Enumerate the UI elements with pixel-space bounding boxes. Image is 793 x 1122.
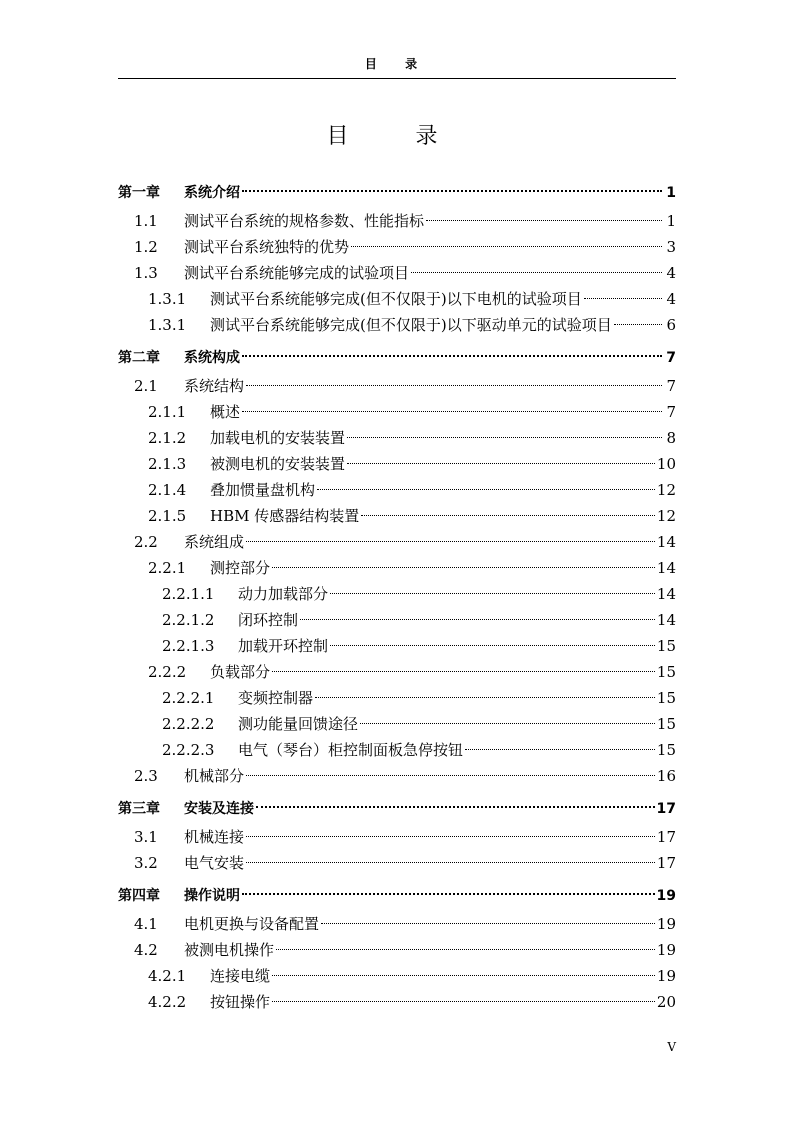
toc-entry-number: 2.2.2.2 — [162, 715, 215, 733]
table-of-contents — [118, 179, 676, 1015]
toc-dot-leader — [276, 949, 655, 950]
toc-entry-page: 17 — [656, 801, 676, 817]
toc-entry-page: 12 — [656, 507, 676, 525]
toc-chapter-entry[interactable] — [118, 795, 676, 824]
toc-chapter-entry[interactable] — [118, 179, 676, 208]
toc-dot-leader — [351, 246, 662, 247]
toc-entry-page: 6 — [666, 316, 676, 334]
toc-entry-page: 17 — [656, 828, 676, 846]
toc-entry-number: 2.2 — [134, 533, 158, 551]
toc-entry[interactable] — [118, 633, 676, 659]
toc-entry-page: 15 — [656, 663, 676, 681]
toc-entry-title: 测功能量回馈途径 — [238, 715, 359, 733]
toc-entry-number: 2.2.2 — [148, 663, 187, 681]
toc-entry-number: 2.2.1.2 — [162, 611, 215, 629]
toc-entry-number: 1.1 — [134, 212, 158, 230]
toc-entry-number: 1.2 — [134, 238, 158, 256]
toc-entry-page: 15 — [656, 715, 676, 733]
toc-entry-title: 叠加惯量盘机构 — [210, 481, 316, 499]
toc-entry[interactable] — [118, 937, 676, 963]
toc-entry-title: 系统结构 — [184, 377, 245, 395]
toc-dot-leader — [272, 975, 655, 976]
toc-entry[interactable] — [118, 555, 676, 581]
toc-entry[interactable] — [118, 529, 676, 555]
toc-entry-title: 电气（琴台）柜控制面板急停按钮 — [238, 741, 464, 759]
toc-entry-number: 4.2 — [134, 941, 158, 959]
toc-entry-number: 第一章 — [118, 185, 160, 201]
toc-dot-leader — [246, 836, 655, 837]
toc-entry-title: 按钮操作 — [210, 993, 271, 1011]
toc-entry-number: 2.2.2.1 — [162, 689, 215, 707]
toc-entry[interactable] — [118, 737, 676, 763]
toc-entry-title: 被测电机操作 — [184, 941, 275, 959]
toc-dot-leader — [321, 923, 655, 924]
toc-entry-page: 14 — [656, 559, 676, 577]
toc-entry[interactable] — [118, 312, 676, 338]
toc-entry-page: 19 — [656, 915, 676, 933]
toc-dot-leader — [584, 298, 662, 299]
toc-entry-page: 8 — [666, 429, 676, 447]
toc-entry-number: 2.1 — [134, 377, 158, 395]
toc-entry-page: 7 — [666, 403, 676, 421]
toc-entry-page: 4 — [666, 290, 676, 308]
toc-entry-page: 15 — [656, 741, 676, 759]
toc-entry-title: 系统组成 — [184, 533, 245, 551]
toc-entry-title: 测试平台系统能够完成(但不仅限于)以下电机的试验项目 — [210, 290, 582, 308]
toc-dot-leader — [411, 272, 662, 273]
toc-entry-title: 机械部分 — [184, 767, 245, 785]
toc-dot-leader — [242, 411, 662, 412]
toc-entry-page: 14 — [656, 585, 676, 603]
toc-entry-title: 动力加载部分 — [238, 585, 329, 603]
toc-entry-number: 3.1 — [134, 828, 158, 846]
toc-entry-number: 4.2.1 — [148, 967, 187, 985]
toc-dot-leader — [347, 437, 662, 438]
toc-entry-title: 电机更换与设备配置 — [184, 915, 320, 933]
toc-entry-number: 2.2.2.3 — [162, 741, 215, 759]
toc-entry[interactable] — [118, 373, 676, 399]
toc-entry-number: 2.2.1 — [148, 559, 187, 577]
toc-entry-page: 14 — [656, 533, 676, 551]
toc-entry-title: 安装及连接 — [184, 801, 254, 817]
toc-entry[interactable] — [118, 581, 676, 607]
toc-entry[interactable] — [118, 399, 676, 425]
toc-entry-title: 闭环控制 — [238, 611, 299, 629]
toc-dot-leader — [315, 697, 655, 698]
toc-entry-page: 19 — [656, 967, 676, 985]
toc-dot-leader — [242, 190, 662, 192]
toc-dot-leader — [246, 385, 662, 386]
toc-entry-title: 测试平台系统能够完成的试验项目 — [184, 264, 410, 282]
toc-entry-title: 机械连接 — [184, 828, 245, 846]
toc-entry-title: 测控部分 — [210, 559, 271, 577]
toc-entry-number: 2.1.5 — [148, 507, 187, 525]
toc-dot-leader — [272, 567, 655, 568]
toc-entry[interactable] — [118, 711, 676, 737]
toc-entry-page: 7 — [666, 377, 676, 395]
toc-entry-title: 负载部分 — [210, 663, 271, 681]
toc-entry-page: 3 — [666, 238, 676, 256]
toc-entry-page: 7 — [666, 350, 676, 366]
toc-dot-leader — [614, 324, 662, 325]
toc-entry-number: 1.3 — [134, 264, 158, 282]
toc-dot-leader — [300, 619, 655, 620]
toc-dot-leader — [360, 723, 655, 724]
toc-chapter-entry[interactable] — [118, 882, 676, 911]
toc-entry-number: 2.1.3 — [148, 455, 187, 473]
toc-entry[interactable] — [118, 208, 676, 234]
footer-page-number: V — [667, 1040, 676, 1054]
toc-entry[interactable] — [118, 659, 676, 685]
toc-chapter-entry[interactable] — [118, 344, 676, 373]
toc-entry-number: 3.2 — [134, 854, 158, 872]
toc-entry-title: 测试平台系统独特的优势 — [184, 238, 350, 256]
toc-entry-page: 19 — [656, 888, 676, 904]
toc-entry-title: 概述 — [210, 403, 241, 421]
toc-dot-leader — [246, 541, 655, 542]
toc-entry-page: 15 — [656, 637, 676, 655]
toc-entry-number: 4.1 — [134, 915, 158, 933]
toc-dot-leader — [330, 593, 655, 594]
toc-entry-page: 1 — [666, 185, 676, 201]
toc-entry-title: 连接电缆 — [210, 967, 271, 985]
toc-entry[interactable] — [118, 286, 676, 312]
toc-entry-number: 第四章 — [118, 888, 160, 904]
toc-entry-page: 4 — [666, 264, 676, 282]
toc-dot-leader — [317, 489, 655, 490]
toc-entry-page: 19 — [656, 941, 676, 959]
toc-entry-page: 1 — [666, 212, 676, 230]
toc-entry[interactable] — [118, 477, 676, 503]
toc-entry-title: 测试平台系统的规格参数、性能指标 — [184, 212, 425, 230]
toc-entry[interactable] — [118, 451, 676, 477]
toc-entry-number: 4.2.2 — [148, 993, 187, 1011]
toc-entry[interactable] — [118, 234, 676, 260]
toc-entry[interactable] — [118, 685, 676, 711]
toc-entry-number: 第二章 — [118, 350, 160, 366]
toc-entry-number: 2.1.1 — [148, 403, 187, 421]
toc-entry-number: 第三章 — [118, 801, 160, 817]
toc-entry[interactable] — [118, 425, 676, 451]
toc-entry[interactable] — [118, 963, 676, 989]
running-header: 目 录 — [118, 56, 676, 79]
toc-entry-title: 变频控制器 — [238, 689, 314, 707]
toc-entry-number: 1.3.1 — [148, 290, 187, 308]
toc-entry[interactable] — [118, 911, 676, 937]
toc-entry-number: 2.1.2 — [148, 429, 187, 447]
toc-entry-title: 电气安装 — [184, 854, 245, 872]
toc-dot-leader — [426, 220, 662, 221]
toc-entry-number: 2.2.1.1 — [162, 585, 215, 603]
toc-entry-number: 2.2.1.3 — [162, 637, 215, 655]
toc-entry[interactable] — [118, 989, 676, 1015]
toc-entry-page: 17 — [656, 854, 676, 872]
toc-entry-title: 加载电机的安装装置 — [210, 429, 346, 447]
toc-dot-leader — [465, 749, 655, 750]
toc-dot-leader — [272, 1001, 655, 1002]
toc-entry-page: 14 — [656, 611, 676, 629]
toc-entry[interactable] — [118, 824, 676, 850]
toc-entry-number: 1.3.1 — [148, 316, 187, 334]
toc-entry-number: 2.1.4 — [148, 481, 187, 499]
toc-dot-leader — [330, 645, 655, 646]
toc-dot-leader — [272, 671, 655, 672]
toc-entry-page: 16 — [656, 767, 676, 785]
toc-entry-page: 20 — [656, 993, 676, 1011]
toc-entry-title: HBM 传感器结构装置 — [210, 507, 360, 525]
toc-entry-page: 12 — [656, 481, 676, 499]
toc-dot-leader — [361, 515, 655, 516]
toc-entry[interactable] — [118, 260, 676, 286]
toc-dot-leader — [246, 775, 655, 776]
toc-entry[interactable] — [118, 607, 676, 633]
toc-dot-leader — [246, 862, 655, 863]
toc-entry[interactable] — [118, 503, 676, 529]
page-title: 目 录 — [326, 124, 468, 149]
toc-entry[interactable] — [118, 763, 676, 789]
toc-entry[interactable] — [118, 850, 676, 876]
toc-dot-leader — [242, 893, 655, 895]
toc-dot-leader — [256, 806, 655, 808]
toc-entry-title: 系统介绍 — [184, 185, 240, 201]
toc-entry-title: 系统构成 — [184, 350, 240, 366]
toc-entry-page: 10 — [656, 455, 676, 473]
toc-entry-title: 被测电机的安装装置 — [210, 455, 346, 473]
toc-entry-number: 2.3 — [134, 767, 158, 785]
toc-entry-title: 测试平台系统能够完成(但不仅限于)以下驱动单元的试验项目 — [210, 316, 612, 334]
toc-entry-title: 加载开环控制 — [238, 637, 329, 655]
toc-dot-leader — [347, 463, 655, 464]
toc-dot-leader — [242, 355, 662, 357]
toc-entry-page: 15 — [656, 689, 676, 707]
toc-entry-title: 操作说明 — [184, 888, 240, 904]
